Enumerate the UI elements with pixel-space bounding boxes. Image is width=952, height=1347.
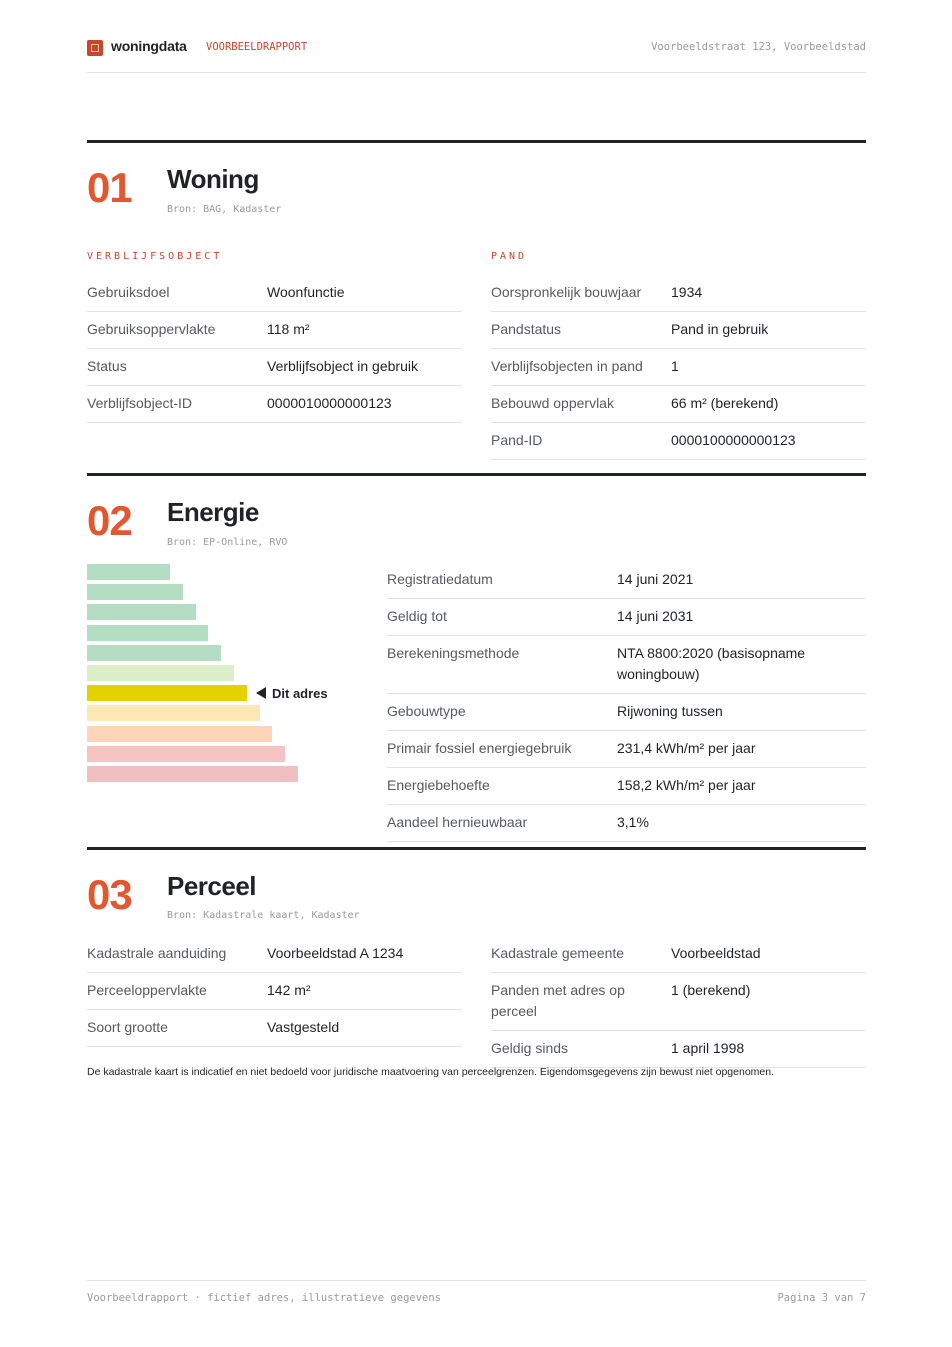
section-divider xyxy=(87,140,866,143)
subsection-heading-verblijfsobject: VERBLIJFSOBJECT xyxy=(87,251,223,262)
section-number: 02 xyxy=(87,497,132,544)
table-row xyxy=(491,936,866,973)
energy-bar xyxy=(87,726,272,742)
row-key: Primair fossiel energiegebruik xyxy=(387,731,617,768)
row-value: 3,1% xyxy=(617,805,866,842)
row-key: Berekeningsmethode xyxy=(387,636,617,694)
section-title: Perceel xyxy=(167,871,257,901)
row-key: Panden met adres op perceel xyxy=(491,973,671,1031)
table-row xyxy=(387,731,866,768)
row-value: 1 april 1998 xyxy=(671,1031,866,1068)
row-value: NTA 8800:2020 (basisopname woningbouw) xyxy=(617,636,866,694)
page-footer xyxy=(87,1280,866,1304)
row-value: 158,2 kWh/m² per jaar xyxy=(617,768,866,805)
section-number: 03 xyxy=(87,871,132,918)
table-row xyxy=(387,694,866,731)
row-value: 0000100000000123 xyxy=(671,423,866,460)
energy-pointer xyxy=(256,686,328,701)
row-value: 1934 xyxy=(671,275,866,312)
row-key: Geldig tot xyxy=(387,599,617,636)
verblijfsobject-table xyxy=(87,275,462,423)
section-source: Bron: EP-Online, RVO xyxy=(167,537,288,548)
section-divider xyxy=(87,847,866,850)
subsection-heading-pand: PAND xyxy=(491,251,528,262)
table-row xyxy=(387,768,866,805)
energy-bar xyxy=(87,564,170,580)
document-tag: VOORBEELDRAPPORT xyxy=(206,41,308,53)
row-value: 1 (berekend) xyxy=(671,973,866,1031)
table-row xyxy=(491,423,866,460)
energy-bar xyxy=(87,645,221,661)
row-key: Kadastrale aanduiding xyxy=(87,936,267,973)
row-key: Registratiedatum xyxy=(387,562,617,599)
table-row xyxy=(491,312,866,349)
row-value: Voorbeeldstad xyxy=(671,936,866,973)
row-key: Gebruiksdoel xyxy=(87,275,267,312)
row-key: Bebouwd oppervlak xyxy=(491,386,671,423)
row-value: Voorbeeldstad A 1234 xyxy=(267,936,462,973)
energy-bar xyxy=(87,584,183,600)
table-row xyxy=(87,936,462,973)
row-key: Energiebehoefte xyxy=(387,768,617,805)
table-row xyxy=(87,349,462,386)
energie-table xyxy=(387,562,866,842)
row-key: Status xyxy=(87,349,267,386)
row-value: Pand in gebruik xyxy=(671,312,866,349)
table-row xyxy=(491,1031,866,1068)
table-row xyxy=(387,599,866,636)
row-value: 142 m² xyxy=(267,973,462,1010)
row-value: 0000010000000123 xyxy=(267,386,462,423)
table-row xyxy=(87,312,462,349)
section-title: Woning xyxy=(167,164,259,194)
row-value: 66 m² (berekend) xyxy=(671,386,866,423)
table-row xyxy=(387,636,866,694)
table-row xyxy=(491,386,866,423)
energy-bar xyxy=(87,665,234,681)
page-number: Pagina 3 van 7 xyxy=(777,1292,866,1304)
row-key: Soort grootte xyxy=(87,1010,267,1047)
table-row xyxy=(491,973,866,1031)
disclaimer-note: De kadastrale kaart is indicatief en niet bedoeld voor juridische maatvoering van perceelgrenzen. Eigendomsgegevens zijn bewust niet opgenomen. xyxy=(87,1066,774,1078)
row-key: Pandstatus xyxy=(491,312,671,349)
perceel-table-right xyxy=(491,936,866,1068)
row-value: 118 m² xyxy=(267,312,462,349)
table-row xyxy=(387,562,866,599)
footer-text: Voorbeeldrapport · fictief adres, illustratieve gegevens xyxy=(87,1292,442,1304)
row-value: 1 xyxy=(671,349,866,386)
row-value: 14 juni 2031 xyxy=(617,599,866,636)
row-value: Woonfunctie xyxy=(267,275,462,312)
table-row xyxy=(387,805,866,842)
row-value: 14 juni 2021 xyxy=(617,562,866,599)
logo-icon xyxy=(87,40,103,56)
energy-bar xyxy=(87,705,260,721)
energy-bar xyxy=(87,746,285,762)
row-value: Verblijfsobject in gebruik xyxy=(267,349,462,386)
perceel-table-left xyxy=(87,936,462,1047)
row-value: Vastgesteld xyxy=(267,1010,462,1047)
energy-bar xyxy=(87,604,196,620)
row-key: Pand-ID xyxy=(491,423,671,460)
row-key: Geldig sinds xyxy=(491,1031,671,1068)
brand-name: woningdata xyxy=(111,38,187,54)
pointer-label: Dit adres xyxy=(272,686,328,701)
table-row xyxy=(491,349,866,386)
section-divider xyxy=(87,473,866,476)
row-key: Perceeloppervlakte xyxy=(87,973,267,1010)
table-row xyxy=(491,275,866,312)
energy-bar xyxy=(87,625,208,641)
table-row xyxy=(87,973,462,1010)
row-key: Verblijfsobject-ID xyxy=(87,386,267,423)
header-address: Voorbeeldstraat 123, Voorbeeldstad xyxy=(651,41,866,53)
row-value: Rijwoning tussen xyxy=(617,694,866,731)
table-row xyxy=(87,275,462,312)
energy-bar xyxy=(87,766,298,782)
row-key: Gebruiksoppervlakte xyxy=(87,312,267,349)
pointer-arrow-icon xyxy=(256,687,266,699)
row-key: Gebouwtype xyxy=(387,694,617,731)
row-key: Verblijfsobjecten in pand xyxy=(491,349,671,386)
table-row xyxy=(87,1010,462,1047)
energy-bar-selected xyxy=(87,685,247,701)
table-row xyxy=(87,386,462,423)
section-source: Bron: Kadastrale kaart, Kadaster xyxy=(167,910,360,921)
section-title: Energie xyxy=(167,497,259,527)
row-key: Aandeel hernieuwbaar xyxy=(387,805,617,842)
row-key: Oorspronkelijk bouwjaar xyxy=(491,275,671,312)
row-key: Kadastrale gemeente xyxy=(491,936,671,973)
section-source: Bron: BAG, Kadaster xyxy=(167,204,282,215)
section-number: 01 xyxy=(87,164,132,211)
page-header xyxy=(87,38,866,73)
row-value: 231,4 kWh/m² per jaar xyxy=(617,731,866,768)
pand-table xyxy=(491,275,866,460)
